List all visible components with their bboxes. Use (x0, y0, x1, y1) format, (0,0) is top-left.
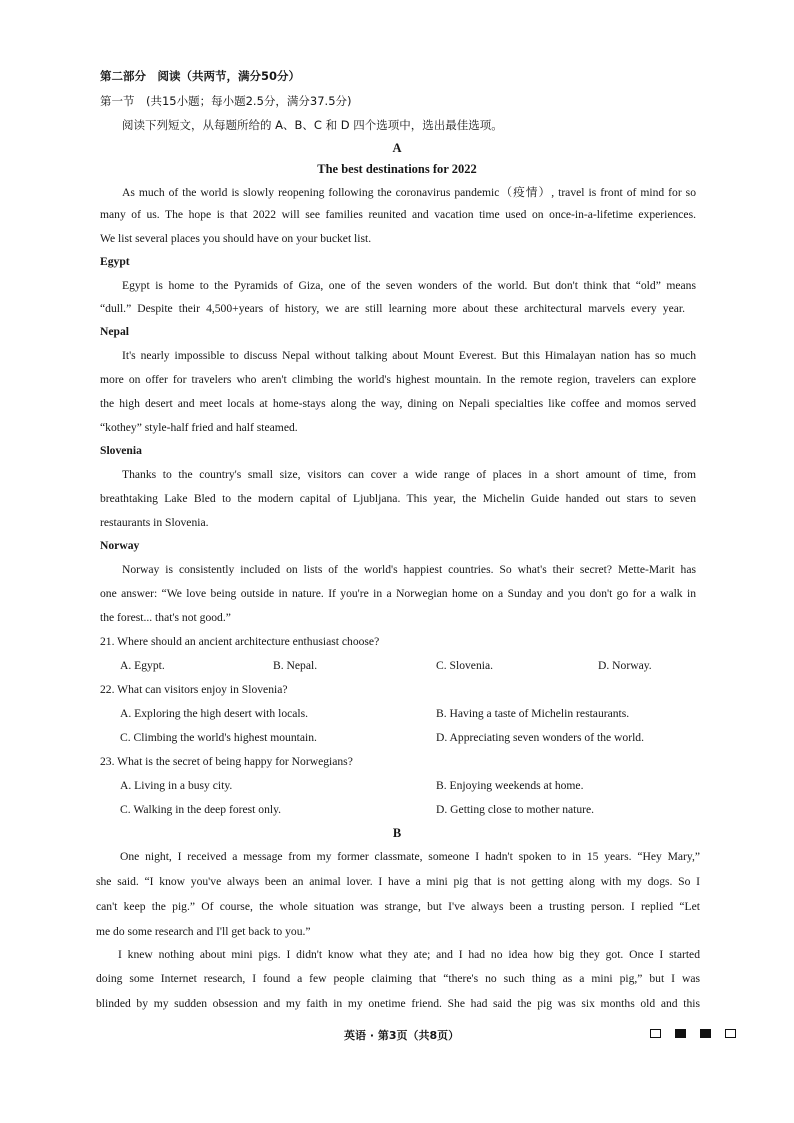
nepal-line: more on offer for travelers who aren't climbing the world's highest mountain. In the remote region, travelers can explore (100, 373, 696, 386)
page-marker-icon (700, 1029, 711, 1038)
passage-b-line: she said. “I know you've always been an animal lover. I have a mini pig that is not getting along with my dogs. So I (96, 875, 700, 888)
intro-line: many of us. The hope is that 2022 will see families reunited and vacation time used on once-in-a-lifetime experiences. (100, 208, 696, 221)
nepal-line: It's nearly impossible to discuss Nepal without talking about Mount Everest. But this Himalayan nation has so much (122, 349, 696, 362)
part-title: 第二部分 阅读（共两节，满分50分） (100, 69, 301, 83)
section-heading-slovenia: Slovenia (100, 444, 142, 457)
sub-title: 第一节 (共15小题；每小题2.5分，满分37.5分) (100, 94, 352, 108)
norway-line: one answer: “We love being outside in nature. If you're in a Norwegian home on a Sunday and you don't go for a walk in (100, 587, 696, 600)
section-heading-egypt: Egypt (100, 255, 130, 268)
passage-b-line: doing some Internet research, I found a few people claiming that “there's no such thing as a mini pig,” but I was (96, 972, 700, 985)
page-number: 英语 · 第3页（共8页） (344, 1029, 460, 1042)
passage-b-line: me do some research and I'll get back to you.” (96, 925, 311, 938)
section-heading-nepal: Nepal (100, 325, 129, 338)
passage-a-title: The best destinations for 2022 (317, 162, 477, 176)
norway-line: Norway is consistently included on lists of the world's happiest countries. So what's their secret? Mette-Marit has (122, 563, 696, 576)
passage-b-line: can't keep the pig.” Of course, the whole situation was strange, but I've always been a trusting person. I replied “Let (96, 900, 700, 913)
option-d: D. Norway. (598, 659, 652, 672)
intro-line: We list several places you should have on your bucket list. (100, 232, 372, 245)
slovenia-line: breathtaking Lake Bled to the modern capital of Ljubljana. This year, the Michelin Guide handed out stars to seven (100, 492, 696, 505)
passage-a-label: A (392, 141, 402, 155)
slovenia-line: restaurants in Slovenia. (100, 516, 209, 529)
nepal-line: “kothey” style-half fried and half steamed. (100, 421, 298, 434)
norway-line: the forest... that's not good.” (100, 611, 231, 624)
option-b: B. Nepal. (273, 659, 318, 672)
question-stem: 23. What is the secret of being happy for Norwegians? (100, 755, 353, 768)
page-marker-icon (650, 1029, 661, 1038)
option-a: A. Egypt. (120, 659, 165, 672)
option-c: C. Slovenia. (436, 659, 494, 672)
option-b: B. Enjoying weekends at home. (436, 779, 584, 792)
option-c: C. Climbing the world's highest mountain. (120, 731, 317, 744)
slovenia-line: Thanks to the country's small size, visitors can cover a wide range of places in a short amount of time, from (122, 468, 696, 481)
section-heading-norway: Norway (100, 539, 140, 552)
option-b: B. Having a taste of Michelin restaurants. (436, 707, 630, 720)
egypt-line: “dull.” Despite their 4,500+years of history, we are still learning more about these architectural marvels every year. (100, 302, 685, 315)
option-d: D. Getting close to mother nature. (436, 803, 595, 816)
question-stem: 22. What can visitors enjoy in Slovenia? (100, 683, 288, 696)
nepal-line: the high desert and meet locals at home-stays along the way, dining on Nepali specialties like coffee and momos served (100, 397, 696, 410)
question-stem: 21. Where should an ancient architecture enthusiast choose? (100, 635, 380, 648)
intro-line: As much of the world is slowly reopening following the coronavirus pandemic（疫情）, travel is front of mind for so (122, 186, 696, 199)
option-a: A. Exploring the high desert with locals. (120, 707, 309, 720)
page-marker-icon (725, 1029, 736, 1038)
passage-b-line: I knew nothing about mini pigs. I didn't know what they ate; and I had no idea how big they got. Once I started (118, 948, 700, 961)
passage-b-line: blinded by my sudden obsession and my faith in my onetime friend. She had said the pig was six months old and this (96, 997, 700, 1010)
egypt-line: Egypt is home to the Pyramids of Giza, one of the seven wonders of the world. But don't think that “old” means (122, 279, 696, 292)
instruction: 阅读下列短文，从每题所给的 A、B、C 和 D 四个选项中，选出最佳选项。 (122, 118, 503, 132)
option-d: D. Appreciating seven wonders of the world. (436, 731, 644, 744)
passage-b-label: B (392, 826, 402, 840)
page-marker-icon (675, 1029, 686, 1038)
option-a: A. Living in a busy city. (120, 779, 233, 792)
passage-b-line: One night, I received a message from my former classmate, someone I hadn't spoken to in 15 years. “Hey Mary,” (120, 850, 700, 863)
option-c: C. Walking in the deep forest only. (120, 803, 282, 816)
